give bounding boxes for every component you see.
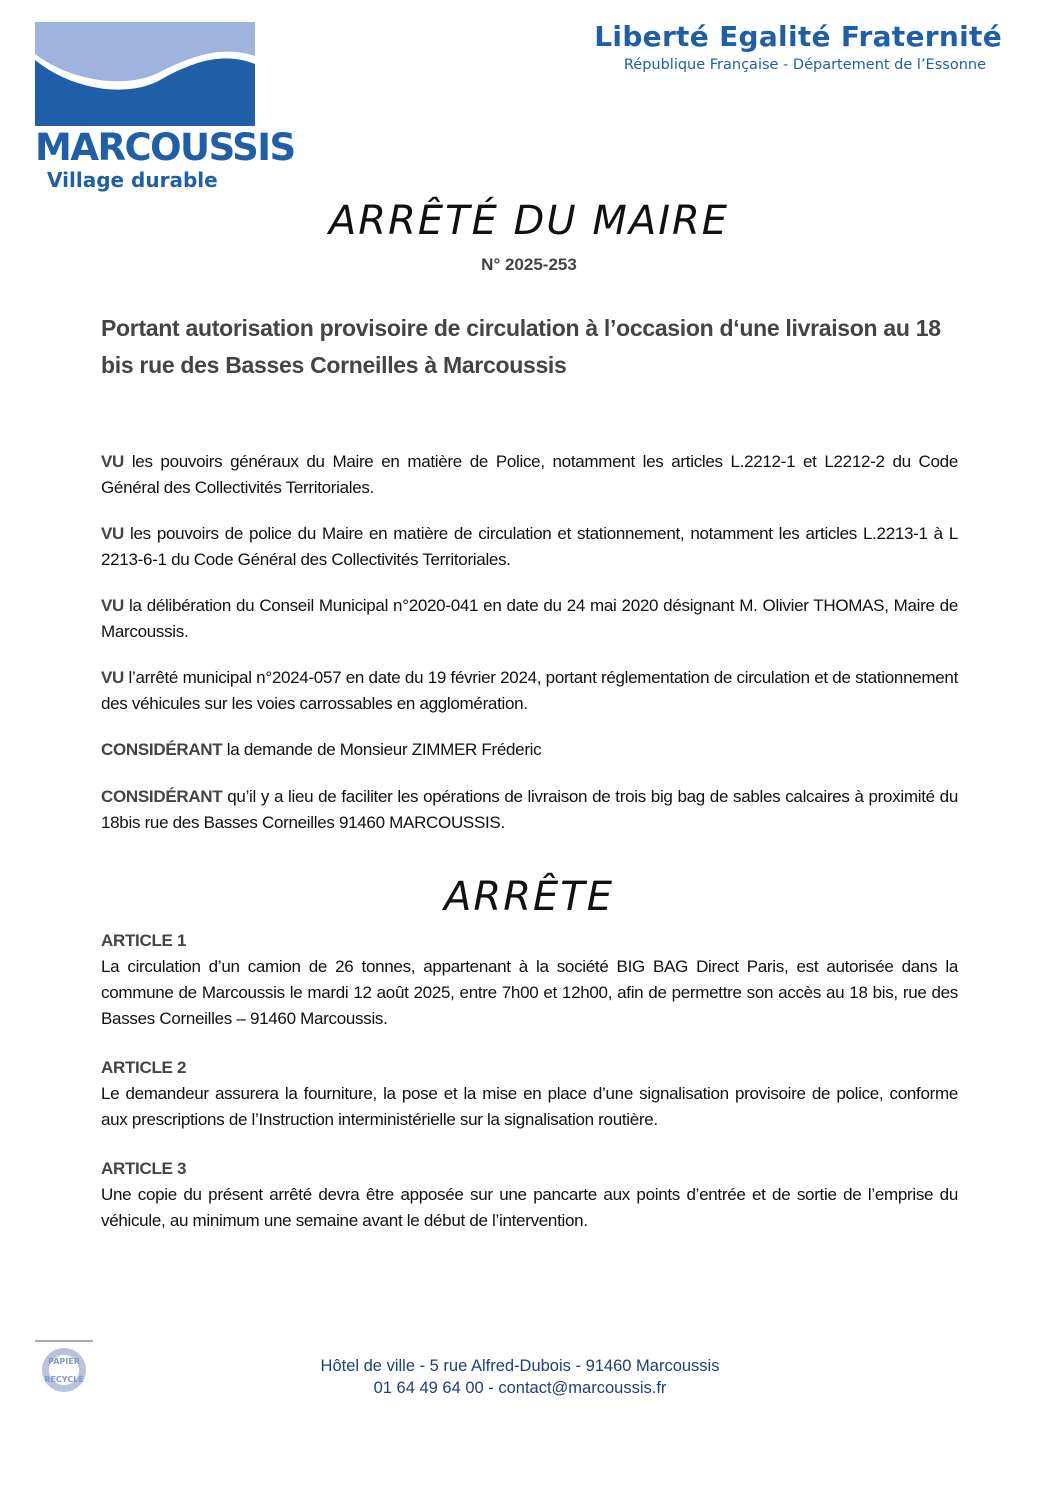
consideration-item [101, 737, 958, 763]
recycle-icon [35, 1340, 93, 1394]
article-heading: ARTICLE 2 [101, 1058, 187, 1077]
consideration-item [101, 449, 958, 501]
consideration-text: la demande de Monsieur ZIMMER Fréderic [222, 740, 542, 759]
consideration-item [101, 593, 958, 645]
consideration-item [101, 784, 958, 836]
consideration-text: les pouvoirs généraux du Maire en matière de Police, notamment les articles L.2212-1 et L2212-2 du Code Général des Collectivités Territoriales. [101, 452, 958, 497]
consideration-keyword: VU [101, 524, 125, 543]
article-text: Une copie du présent arrêté devra être apposée sur une pancarte aux points d’entrée et de sortie de l’emprise du véhicule, au minimum une semaine avant le début de l’intervention. [101, 1185, 958, 1230]
consideration-text: qu’il y a lieu de faciliter les opérations de livraison de trois big bag de sables calcaires à proximité du 18bis rue des Basses Corneilles 91460 MARCOUSSIS. [101, 787, 958, 832]
consideration-text: l’arrêté municipal n°2024-057 en date du 19 février 2024, portant réglementation de circulation et de stationnement des véhicules sur les voies carrossables en agglomération. [101, 668, 958, 713]
document-subtitle: Portant autorisation provisoire de circulation à l’occasion d‘une livraison au 18 bis rue des Basses Corneilles à Marcoussis [101, 315, 941, 378]
article-heading: ARTICLE 1 [101, 931, 187, 950]
motto-sub: République Française - Département de l’Essonne [623, 57, 986, 73]
document-title: ARRÊTÉ DU MAIRE [328, 198, 730, 244]
recycle-line1: PAPIER [48, 1357, 80, 1366]
consideration-keyword: CONSIDÉRANT [101, 740, 223, 759]
consideration-keyword: VU [101, 668, 125, 687]
article-text: La circulation d’un camion de 26 tonnes, appartenant à la société BIG BAG Direct Paris, est autorisée dans la commune de Marcoussis le mardi 12 août 2025, entre 7h00 et 12h00, afin de permettre son accès au 18 bis, rue des Basses Corneilles – 91460 Marcoussis. [101, 957, 958, 1028]
article-text: Le demandeur assurera la fourniture, la pose et la mise en place d’une signalisation provisoire de police, conforme aux prescriptions de l’Instruction interministérielle sur la signalisation routière. [101, 1084, 958, 1129]
footer [200, 1355, 840, 1399]
logo-name: MARCOUSSIS [35, 126, 295, 169]
article [101, 1156, 958, 1234]
consideration-item [101, 521, 958, 573]
consideration-text: la délibération du Conseil Municipal n°2020-041 en date du 24 mai 2020 désignant M. Olivier THOMAS, Maire de Marcoussis. [101, 596, 958, 641]
republic-motto [594, 18, 1002, 74]
footer-contact: 01 64 49 64 00 - contact@marcoussis.fr [373, 1379, 667, 1397]
article [101, 928, 958, 1032]
article-heading: ARTICLE 3 [101, 1159, 187, 1178]
article [101, 1055, 958, 1133]
marcoussis-logo [35, 22, 295, 192]
consideration-keyword: CONSIDÉRANT [101, 787, 223, 806]
recycled-paper-logo [35, 1340, 93, 1394]
logo-tagline: Village durable [47, 168, 218, 192]
consideration-text: les pouvoirs de police du Maire en matière de circulation et stationnement, notamment les articles L.2213-1 à L 2213-6-1 du Code Général des Collectivités Territoriales. [101, 524, 958, 569]
decision-title: ARRÊTE [444, 874, 614, 920]
consideration-keyword: VU [101, 452, 125, 471]
recycle-line2: RECYCLÉ [44, 1375, 84, 1384]
document-number: N° 2025-253 [481, 255, 577, 274]
consideration-item [101, 665, 958, 717]
consideration-keyword: VU [101, 596, 125, 615]
motto-main: Liberté Egalité Fraternité [594, 20, 1002, 53]
wave-emblem-icon [35, 22, 255, 126]
footer-address: Hôtel de ville - 5 rue Alfred-Dubois - 91460 Marcoussis [320, 1357, 720, 1375]
